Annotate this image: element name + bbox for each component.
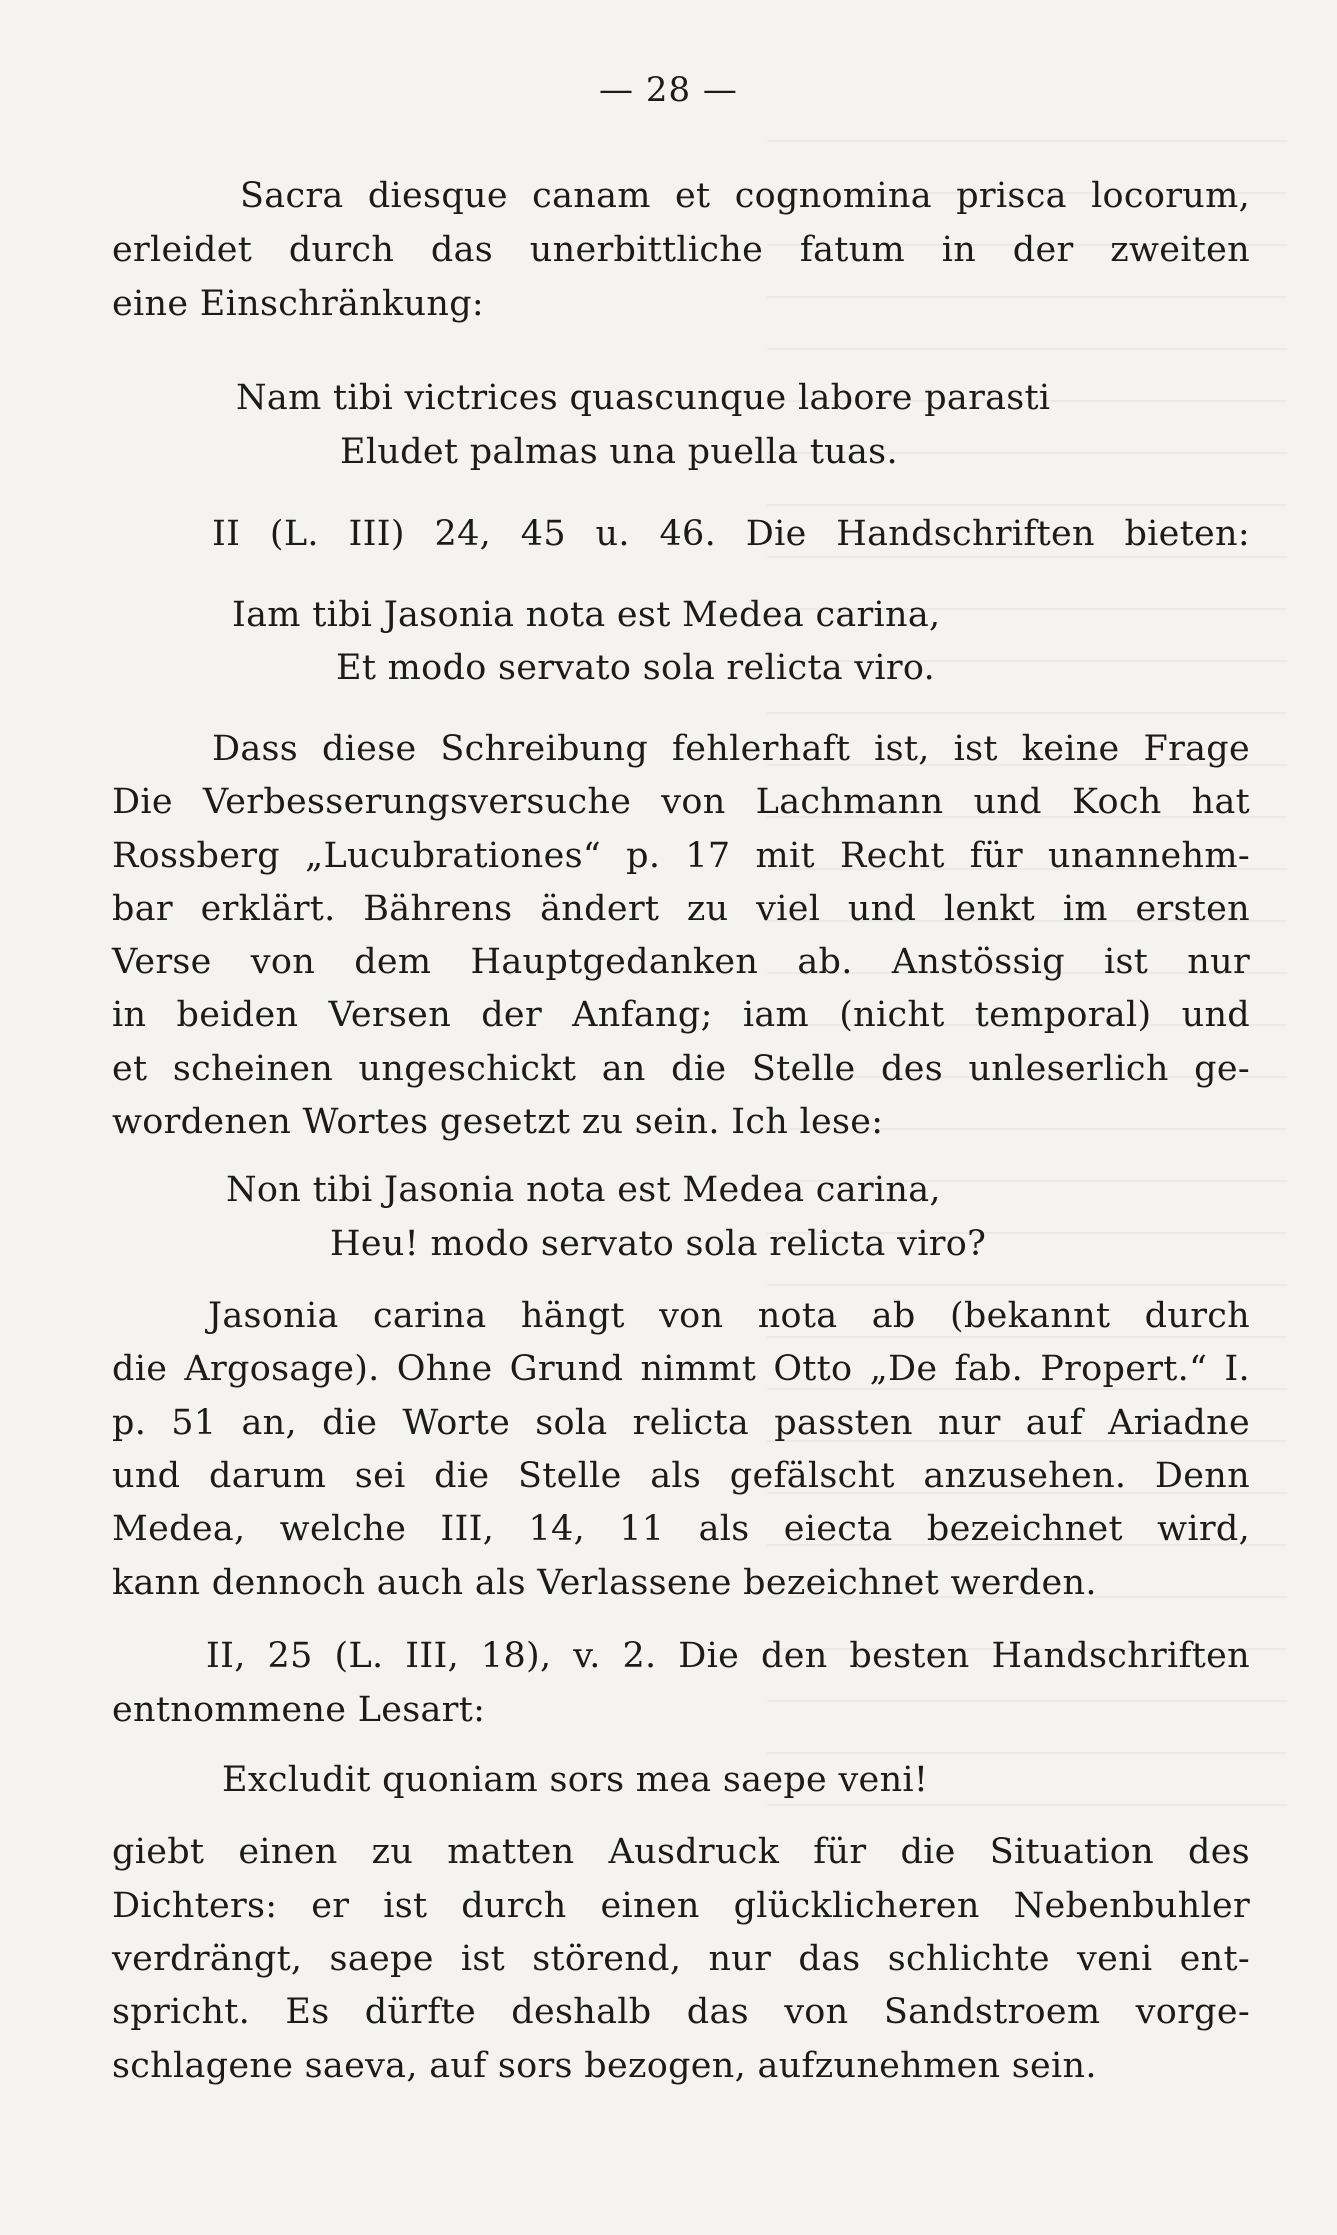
text-line: schlagene saeva, auf sors bezogen, aufzunehmen sein. xyxy=(112,2046,1097,2086)
text-line: II (L. III) 24, 45 u. 46. Die Handschriften bieten: xyxy=(212,514,1250,554)
text-line: verdrängt, saepe ist störend, nur das schlichte veni ent- xyxy=(112,1939,1250,1979)
text-line: Rossberg „Lucubrationes“ p. 17 mit Recht für unannehm- xyxy=(112,836,1250,876)
text-line: bar erklärt. Bährens ändert zu viel und lenkt im ersten xyxy=(112,889,1250,929)
text-line: die Argosage). Ohne Grund nimmt Otto „De fab. Propert.“ I. xyxy=(112,1349,1250,1389)
text-line: spricht. Es dürfte deshalb das von Sandstroem vorge- xyxy=(112,1992,1250,2032)
verse-line: Excludit quoniam sors mea saepe veni! xyxy=(222,1760,929,1800)
text-line: Medea, welche III, 14, 11 als eiecta bezeichnet wird, xyxy=(112,1509,1250,1549)
verse-line: Non tibi Jasonia nota est Medea carina, xyxy=(226,1170,941,1210)
verse-line: Iam tibi Jasonia nota est Medea carina, xyxy=(232,595,941,635)
text-line: Jasonia carina hängt von nota ab (bekannt durch xyxy=(208,1296,1250,1336)
text-line: II, 25 (L. III, 18), v. 2. Die den besten Handschriften xyxy=(206,1636,1250,1676)
verse-line: Nam tibi victrices quascunque labore parasti xyxy=(236,378,1051,418)
verse-line: Sacra diesque canam et cognomina prisca locorum, xyxy=(240,176,1250,216)
text-line: Die Verbesserungsversuche von Lachmann und Koch hat xyxy=(112,782,1250,822)
text-line: wordenen Wortes gesetzt zu sein. Ich lese: xyxy=(112,1102,884,1142)
text-line: kann dennoch auch als Verlassene bezeichnet werden. xyxy=(112,1563,1097,1603)
text-line: erleidet durch das unerbittliche fatum in der zweiten xyxy=(112,230,1250,270)
text-line: p. 51 an, die Worte sola relicta passten nur auf Ariadne xyxy=(112,1403,1250,1443)
text-line: und darum sei die Stelle als gefälscht anzusehen. Denn xyxy=(112,1456,1250,1496)
verse-line: Eludet palmas una puella tuas. xyxy=(340,432,898,472)
verse-line: Et modo servato sola relicta viro. xyxy=(336,648,936,688)
text-line: Dass diese Schreibung fehlerhaft ist, ist keine Frage xyxy=(212,729,1250,769)
text-line: giebt einen zu matten Ausdruck für die Situation des xyxy=(112,1832,1250,1872)
text-line: Dichters: er ist durch einen glücklicheren Nebenbuhler xyxy=(112,1886,1250,1926)
text-line: et scheinen ungeschickt an die Stelle des unleserlich ge- xyxy=(112,1049,1250,1089)
verse-line: Heu! modo servato sola relicta viro? xyxy=(330,1224,987,1264)
page-number: — 28 — xyxy=(599,70,738,110)
text-line: in beiden Versen der Anfang; iam (nicht temporal) und xyxy=(112,995,1250,1035)
text-line: entnommene Lesart: xyxy=(112,1690,486,1730)
text-line: eine Einschränkung: xyxy=(112,284,485,324)
text-line: Verse von dem Hauptgedanken ab. Anstössig ist nur xyxy=(112,942,1250,982)
